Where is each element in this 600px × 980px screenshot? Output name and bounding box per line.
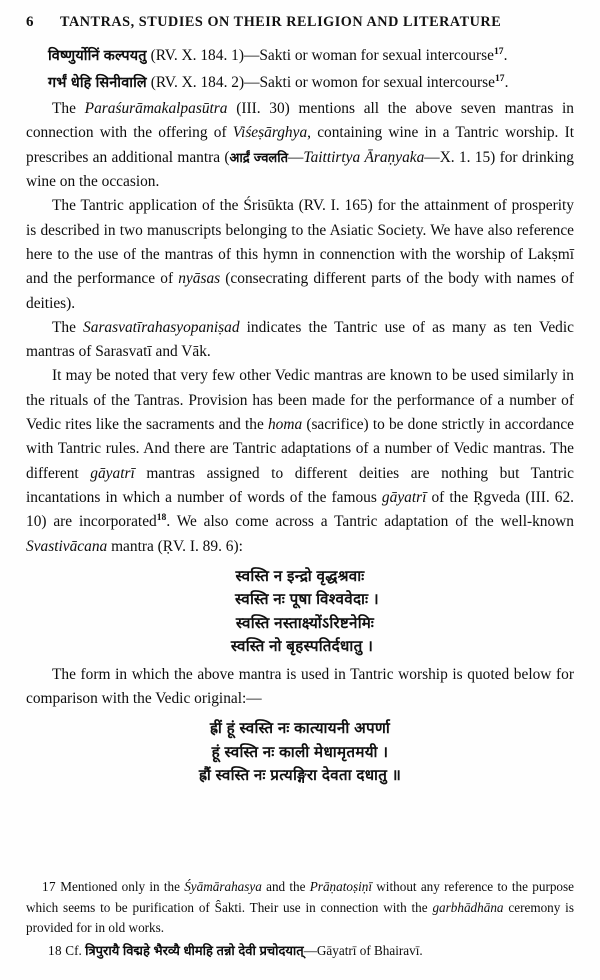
term-gayatri: gāyatrī: [381, 488, 427, 506]
title-parasuramakalpasutra: Paraśurāmakalpasūtra: [84, 100, 228, 118]
mantra-devanagari: गर्भं धेहि सिनीवालि: [48, 74, 147, 91]
text-run: . We also come across a Tantric adaptation of the well-known: [166, 513, 574, 531]
term-homa: homa: [267, 416, 303, 434]
inline-devanagari: आर्द्रं ज्वलति: [229, 149, 289, 165]
paragraph-parasurama: [26, 97, 574, 194]
mantra-trailing: .: [503, 47, 508, 64]
text-run: (consecrating different parts of the body with names of deities).: [26, 270, 574, 312]
text-run: mantra (ṚV. I. 89. 6):: [107, 537, 243, 555]
mantra-devanagari: विष्णुर्योनिं कल्पयतु: [48, 48, 147, 64]
text-run: —X. 1. 15) for drinking wine on the occasion.: [26, 148, 574, 191]
verse-line: स्वस्ति नः पूषा विश्ववेदाः ।: [235, 591, 379, 609]
title-syamarahasya: Śyāmārahasya: [184, 879, 262, 895]
running-head: [26, 14, 574, 38]
inline-devanagari: त्रिपुरायै विद्महे भैरव्यै धीमहि तन्नो देवी प्रचोदयात्: [85, 942, 304, 958]
mantra-citation: (RV. X. 184. 1)—Sakti or woman for sexual intercourse: [150, 47, 494, 64]
footnote-number: 18: [48, 942, 62, 958]
paragraph-sarasvatirahasya: [26, 316, 574, 365]
verse-line: स्वस्ति न इन्द्रो वृद्धश्रवाः: [235, 567, 365, 585]
verse-line: स्वस्ति नस्ताक्ष्योंऽरिष्टनेमिः: [235, 614, 375, 632]
text-run: It may be noted that very few other Vedic mantras are known to be used similarly in the rituals of the Tantras. Provision has been made for the performance of a number of Vedic rites like the sacraments and the: [26, 367, 574, 434]
text-run: (III. 30) mentions all the above seven mantras in connection with the offering of: [26, 100, 575, 142]
verse-block-tantric: [26, 717, 574, 788]
text-run: mantras assigned to different deities are nothing but Tantric incantations in which a number of words of the famous: [26, 464, 574, 506]
text-run: Cf.: [62, 942, 86, 958]
footnote-area: [26, 877, 574, 962]
footnote-ref-18[interactable]: 18: [156, 512, 167, 524]
text-run: The: [52, 100, 85, 118]
verse-block-vedic: [26, 565, 574, 659]
text-run: and the: [261, 879, 310, 895]
footnote-17: [26, 877, 574, 938]
text-run: The: [52, 318, 84, 336]
text-run: , containing wine in a Tantric worship. It prescribes an additional mantra (: [26, 124, 574, 166]
verse-line: ह्रौं स्वस्ति नः प्रत्यङ्गिरा देवता दधातु ॥: [198, 767, 402, 785]
term-visesarghya: Viśeṣārghya: [232, 124, 308, 142]
text-run: ceremony is provided for in old works.: [26, 899, 574, 936]
mantra-gloss-entry: [26, 71, 574, 96]
text-run: of the Ṛgveda (III. 62. 10) are incorporated: [26, 488, 574, 531]
title-taittiriya-aranyaka: Taittirtya Āraṇyaka: [303, 148, 425, 166]
text-run: without any reference to the purpose which seems to be purification of Ŝakti. Their use in connection with the: [26, 879, 575, 915]
term-gayatri: gāyatrī: [90, 464, 135, 482]
text-run: The Tantric application of the Śrisūkta (RV. I. 165) for the attainment of prosperity is described in two manuscripts belonging to the Asiatic Society. We have also reference here to the use of the mantras of this hymn in connenction with the worship of Lakṣmī and the performance of: [26, 197, 574, 288]
title-sarasvatirahasyopanisad: Sarasvatīrahasyopaniṣad: [83, 318, 240, 336]
verse-line: हूं स्वस्ति नः काली मेधामृतमयी ।: [211, 743, 389, 761]
paragraph-tantric-form: [26, 663, 574, 712]
page-body: [26, 44, 574, 788]
footnote-ref-17[interactable]: 17: [494, 45, 504, 57]
text-run: indicates the Tantric use of as many as ten Vedic mantras of Sarasvatī and Vāk.: [26, 318, 574, 361]
footnote-number: 17: [42, 879, 56, 895]
text-run: —Gāyatrī of Bhairavī.: [303, 942, 423, 958]
title-pranatosini: Prāṇatoṣiṇī: [309, 879, 373, 895]
text-run: The form in which the above mantra is used in Tantric worship is quoted below for comparison with the Vedic original:—: [26, 665, 574, 708]
footnote-ref-17[interactable]: 17: [494, 72, 505, 84]
footnote-18: [26, 941, 574, 961]
mantra-gloss-entry: [26, 44, 574, 69]
paragraph-vedic-mantras: [26, 364, 574, 558]
term-garbhadhana: garbhādhāna: [432, 899, 504, 915]
verse-line: स्वस्ति नो बृहस्पतिर्दधातु ।: [230, 638, 374, 656]
text-run: Mentioned only in the: [56, 879, 185, 895]
text-run: (sacrifice) to be done strictly in accordance with Tantric rules. And there are Tantric adaptations of a number of Vedic mantras. The different: [26, 416, 574, 482]
running-title: TANTRAS, STUDIES ON THEIR RELIGION AND LITERATURE: [60, 14, 502, 30]
paragraph-srisukta: [26, 194, 574, 315]
text-run: —: [288, 148, 304, 166]
verse-line: ह्रीं हूं स्वस्ति नः कात्यायनी अपर्णा: [209, 720, 391, 738]
term-nyasas: nyāsas: [178, 270, 221, 288]
page-number: 6: [26, 14, 34, 30]
term-svastivacana: Svastivācana: [26, 537, 108, 555]
mantra-trailing: .: [504, 73, 509, 91]
mantra-citation: (RV. X. 184. 2)—Sakti or womon for sexual intercourse: [150, 73, 495, 91]
